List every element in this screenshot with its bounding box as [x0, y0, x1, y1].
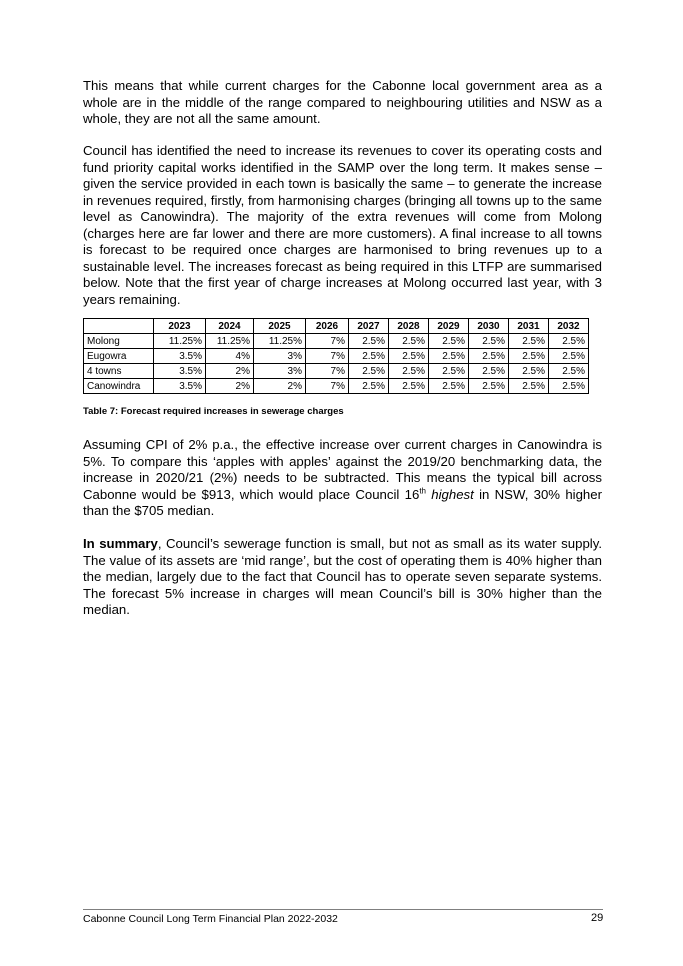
table-cell: 2.5%: [389, 379, 429, 394]
table-cell: 7%: [306, 364, 349, 379]
year-header: 2025: [254, 319, 306, 334]
table-row-canowindra: [84, 379, 589, 394]
town-label: Canowindra: [84, 379, 154, 394]
table-cell: 3%: [254, 364, 306, 379]
year-header: 2031: [509, 319, 549, 334]
charges-table-container: [83, 318, 589, 394]
year-header: 2023: [154, 319, 206, 334]
table-cell: 2.5%: [389, 349, 429, 364]
year-header: 2026: [306, 319, 349, 334]
paragraph-cpi-assumption: [83, 437, 602, 520]
summary-lead: In summary: [83, 536, 158, 551]
table-cell: 2.5%: [469, 349, 509, 364]
table-cell: 3.5%: [154, 364, 206, 379]
table-cell: 11.25%: [154, 334, 206, 349]
paragraph-text: in NSW, 30% higher than the $705 median.: [83, 486, 602, 518]
table-row-4-towns: [84, 364, 589, 379]
table-cell: 2.5%: [469, 364, 509, 379]
table-cell: 2%: [206, 379, 254, 394]
year-header: 2030: [469, 319, 509, 334]
table-cell: 2.5%: [349, 379, 389, 394]
table-cell: 2.5%: [429, 364, 469, 379]
paragraph-summary: [83, 536, 602, 619]
table-cell: 2.5%: [509, 349, 549, 364]
table-cell: 7%: [306, 334, 349, 349]
table-cell: 7%: [306, 349, 349, 364]
table-cell: 11.25%: [206, 334, 254, 349]
table-cell: 2%: [206, 364, 254, 379]
table-cell: 3%: [254, 349, 306, 364]
table-cell: 2.5%: [349, 364, 389, 379]
table-cell: 2.5%: [429, 334, 469, 349]
table-cell: 2.5%: [349, 334, 389, 349]
table-cell: 7%: [306, 379, 349, 394]
table-cell: 2.5%: [389, 334, 429, 349]
table-row-eugowra: [84, 349, 589, 364]
paragraph-charges-comparison: This means that while current charges for the Cabonne local government area as a whole are in the middle of the range compared to neighbouring utilities and NSW as a whole, they are not all the same amount.: [83, 78, 602, 126]
table-cell: 2.5%: [549, 379, 589, 394]
footer-title: Cabonne Council Long Term Financial Plan 2022-2032: [83, 913, 338, 925]
paragraph-text: Assuming CPI of 2% p.a., the effective increase over current charges in Canowindra is 5%. To compare this ‘apples with apples’ against the 2019/20 benchmarking data, the increase in 2020/21 (2%) needs to be subtracted. This means the typical bill across Cabonne would be $913, which would place Council 16: [83, 437, 602, 502]
town-label: 4 towns: [84, 364, 154, 379]
table-caption: Table 7: Forecast required increases in sewerage charges: [83, 406, 344, 417]
table-cell: 2.5%: [469, 379, 509, 394]
table-cell: 2.5%: [509, 379, 549, 394]
year-header: 2032: [549, 319, 589, 334]
footer-divider: [83, 909, 603, 910]
year-header: 2024: [206, 319, 254, 334]
table-cell: 11.25%: [254, 334, 306, 349]
table-cell: 2.5%: [349, 349, 389, 364]
table-corner-cell: [84, 319, 154, 334]
town-label: Molong: [84, 334, 154, 349]
table-row-molong: [84, 334, 589, 349]
page-number: 29: [591, 912, 604, 924]
table-cell: 2%: [254, 379, 306, 394]
paragraph-revenue-increase: Council has identified the need to increase its revenues to cover its operating costs and fund priority capital works identified in the SAMP over the long term. It makes sense – given the service provided in each town is basically the same – to generate the increase in revenues required, firstly, from harmonising charges (bringing all towns up to the same level as Canowindra). The majority of the extra revenues will come from Molong (charges here are far lower and there are more customers). A final increase to all towns is forecast to be required once charges are harmonised to bring revenues up to a sustainable level. The increases forecast as being required in this LTFP are summarised below. Note that the first year of charge increases at Molong occurred last year, with 3 years remaining.: [83, 143, 602, 307]
table-header-row: [84, 319, 589, 334]
table-cell: 4%: [206, 349, 254, 364]
year-header: 2028: [389, 319, 429, 334]
table-cell: 2.5%: [549, 334, 589, 349]
town-label: Eugowra: [84, 349, 154, 364]
table-cell: 2.5%: [509, 334, 549, 349]
table-cell: 2.5%: [469, 334, 509, 349]
ordinal-suffix: th: [419, 486, 426, 496]
table-cell: 2.5%: [429, 379, 469, 394]
sewerage-charges-table: [83, 318, 589, 394]
table-cell: 2.5%: [389, 364, 429, 379]
year-header: 2027: [349, 319, 389, 334]
table-cell: 2.5%: [549, 349, 589, 364]
table-cell: 2.5%: [509, 364, 549, 379]
table-cell: 2.5%: [429, 349, 469, 364]
paragraph-text: , Council’s sewerage function is small, but not as small as its water supply. The value of its assets are ‘mid range’, but the cost of operating them is 40% higher than the median, largely due to the fact that Council has to operate seven separate systems. The forecast 5% increase in charges will mean Council’s bill is 30% higher than the median.: [83, 536, 602, 617]
table-cell: 3.5%: [154, 349, 206, 364]
emphasis-text: highest: [431, 486, 474, 502]
table-cell: 2.5%: [549, 364, 589, 379]
table-cell: 3.5%: [154, 379, 206, 394]
year-header: 2029: [429, 319, 469, 334]
